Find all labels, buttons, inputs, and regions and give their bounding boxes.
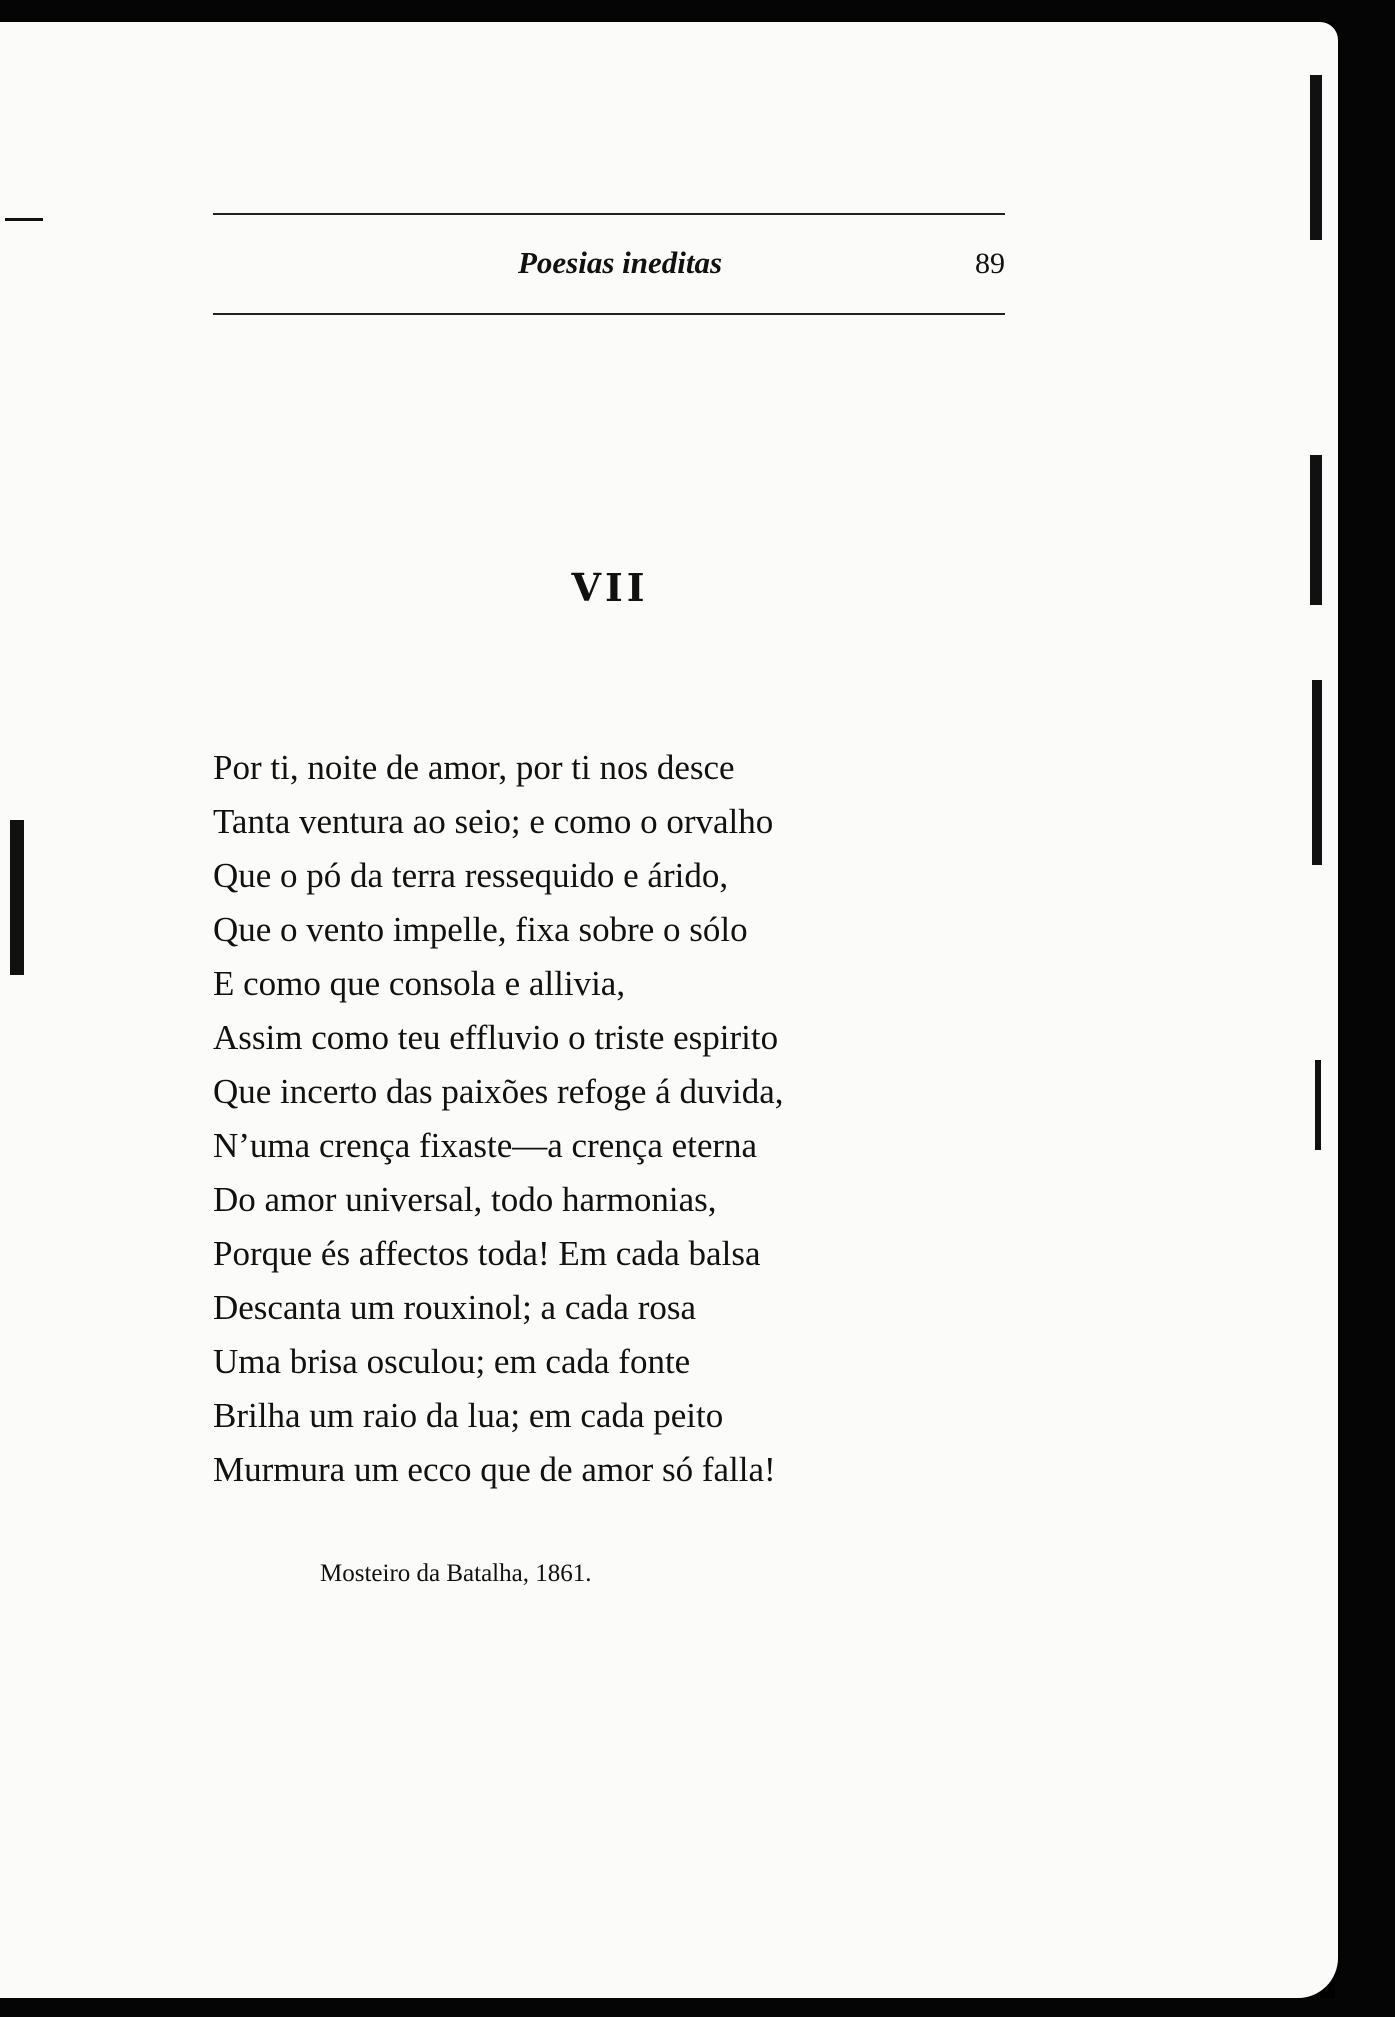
- scan-border-right: [1335, 0, 1395, 2017]
- poem-line: Murmura um ecco que de amor só falla!: [213, 1450, 776, 1489]
- poem-line: Por ti, noite de amor, por ti nos desce: [213, 748, 735, 787]
- scan-artefact-right-4: [1315, 1060, 1321, 1150]
- poem-line: Do amor universal, todo harmonias,: [213, 1180, 717, 1219]
- poem-line: Descanta um rouxinol; a cada rosa: [213, 1288, 697, 1327]
- running-title: Poesias ineditas: [517, 245, 723, 280]
- page-number: 89: [975, 247, 1005, 280]
- scan-border-top: [0, 0, 1395, 22]
- poem-body: [213, 741, 1013, 1497]
- header-rule-top: [213, 213, 1005, 215]
- scan-artefact-right-1: [1310, 75, 1322, 240]
- poem-line: Que o vento impelle, fixa sobre o sólo: [213, 910, 748, 949]
- poem-line: Tanta ventura ao seio; e como o orvalho: [213, 802, 774, 841]
- section-number: VII: [571, 565, 649, 610]
- poem-line: Que o pó da terra ressequido e árido,: [213, 856, 729, 895]
- poem-line: Uma brisa osculou; em cada fonte: [213, 1342, 691, 1381]
- poem-line: Assim como teu effluvio o triste espirito: [213, 1018, 779, 1057]
- scan-border-bottom: [0, 1998, 1395, 2017]
- poem-line: E como que consola e allivia,: [213, 964, 626, 1003]
- scan-artefact-right-3: [1312, 680, 1322, 865]
- poem-line: Que incerto das paixões refoge á duvida,: [213, 1072, 784, 1111]
- scan-artefact-dash: [5, 218, 43, 221]
- poem-line: Brilha um raio da lua; em cada peito: [213, 1396, 724, 1435]
- place-date-signature: Mosteiro da Batalha, 1861.: [320, 1560, 592, 1587]
- header-rule-bottom: [213, 313, 1005, 315]
- poem-line: Porque és affectos toda! Em cada balsa: [213, 1234, 761, 1273]
- poem-line: N’uma crença fixaste—a crença eterna: [213, 1126, 758, 1165]
- scan-artefact-right-2: [1310, 455, 1322, 605]
- scan-artefact-left: [10, 820, 24, 975]
